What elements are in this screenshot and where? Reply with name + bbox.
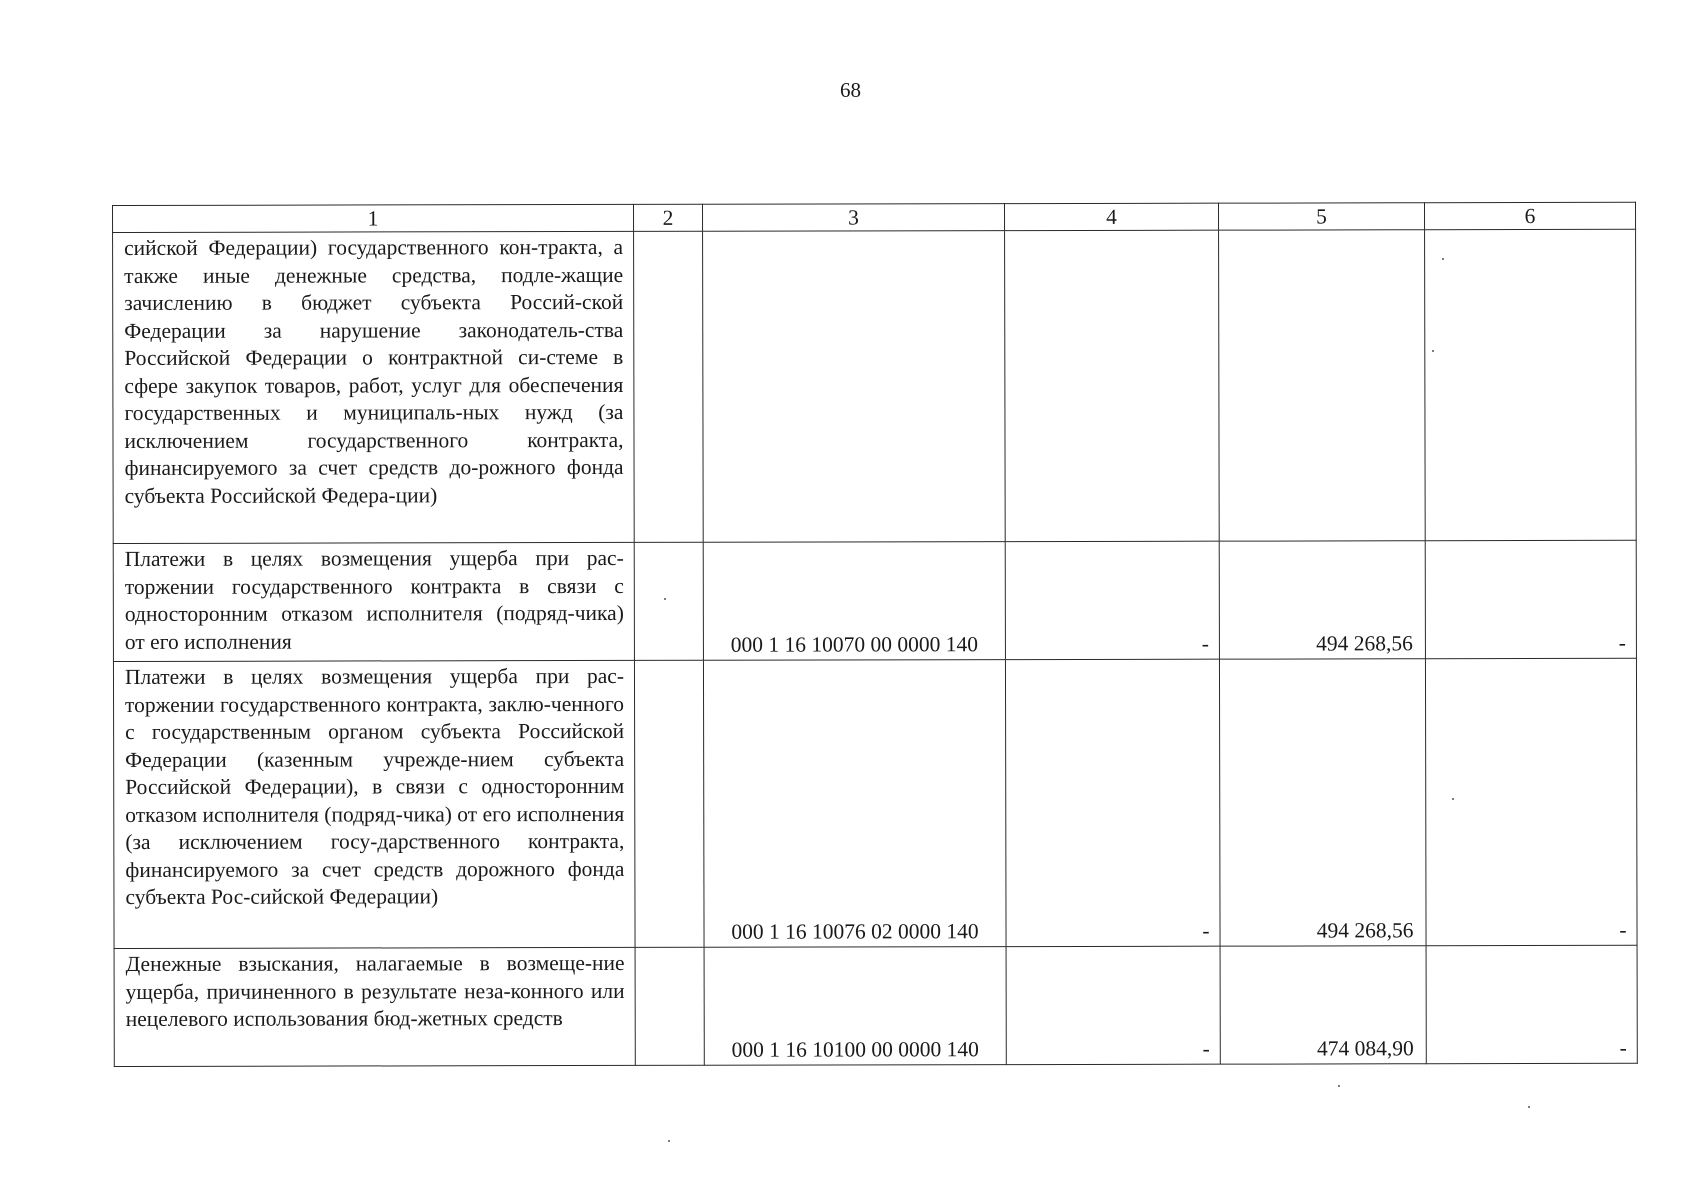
table-row: [113, 540, 1636, 661]
row-col6: -: [1426, 945, 1637, 1063]
row-col6: -: [1425, 540, 1636, 658]
table-row: [113, 229, 1637, 543]
page-number: 68: [840, 78, 861, 102]
row-amount: 474 084,90: [1220, 946, 1426, 1064]
row-col6: [1425, 229, 1637, 540]
row-col4: -: [1006, 946, 1220, 1064]
row-col4: -: [1005, 659, 1220, 946]
row-description: Платежи в целях возмещения ущерба при рас-торжении государственного контракта, заклю-ченного с государственным органом субъекта Российской Федерации (казенным учрежде-нием субъекта Российской Федерации), в связи с односторонним отказом исполнителя (подряд-чика) от его исполнения (за исключением госу-дарственного контракта, финансируемого за счет средств дорожного фонда субъекта Рос-сийской Федерации): [113, 660, 635, 948]
row-col6: -: [1425, 658, 1637, 945]
scan-speck: [1338, 1085, 1340, 1087]
scan-speck: [1528, 1106, 1530, 1108]
column-header-5: 5: [1218, 203, 1424, 230]
scan-speck: [1442, 258, 1444, 260]
row-col2: [634, 231, 704, 542]
column-header-6: 6: [1424, 202, 1635, 229]
row-col2: [634, 542, 703, 660]
row-budget-code: 000 1 16 10100 00 0000 140: [704, 947, 1006, 1066]
row-budget-code: [703, 231, 1006, 543]
row-budget-code: 000 1 16 10076 02 0000 140: [703, 660, 1006, 948]
row-amount: 494 268,56: [1219, 541, 1425, 659]
row-col2: [634, 660, 704, 947]
scan-speck: [1452, 798, 1454, 800]
row-description: сийской Федерации) государственного кон-тракта, а также иные денежные средства, подле-жащие зачислению в бюджет субъекта Россий-ской Федерации за нарушение законодатель-ства Российской Федерации о контрактной си-стеме в сфере закупок товаров, работ, услуг для обеспечения государственных и муниципаль-ных нужд (за исключением государственного контракта, финансируемого за счет средств до-рожного фонда субъекта Российской Федера-ции): [113, 231, 635, 543]
row-description: Денежные взыскания, налагаемые в возмеще-ние ущерба, причиненного в результате неза-конного или нецелевого использования бюд-жетных средств: [114, 947, 635, 1066]
column-header-1: 1: [113, 204, 634, 232]
budget-revenue-table: [112, 202, 1638, 1067]
column-header-2: 2: [633, 204, 702, 231]
scan-speck: [664, 598, 666, 600]
row-col4: -: [1005, 541, 1219, 659]
table-row: [113, 658, 1637, 948]
row-budget-code: 000 1 16 10070 00 0000 140: [703, 542, 1005, 661]
row-col4: [1005, 230, 1220, 541]
row-amount: [1219, 230, 1426, 541]
scan-speck: [668, 1140, 670, 1142]
scan-speck: [1432, 350, 1434, 352]
row-amount: 494 268,56: [1219, 659, 1426, 946]
column-number-row: [113, 202, 1636, 232]
table-row: [114, 945, 1637, 1066]
row-col2: [635, 947, 704, 1065]
column-header-4: 4: [1004, 203, 1218, 230]
row-description: Платежи в целях возмещения ущерба при рас-торжении государственного контракта в связи с односторонним отказом исполнителя (подряд-чика) от его исполнения: [113, 542, 634, 661]
column-header-3: 3: [702, 204, 1004, 232]
